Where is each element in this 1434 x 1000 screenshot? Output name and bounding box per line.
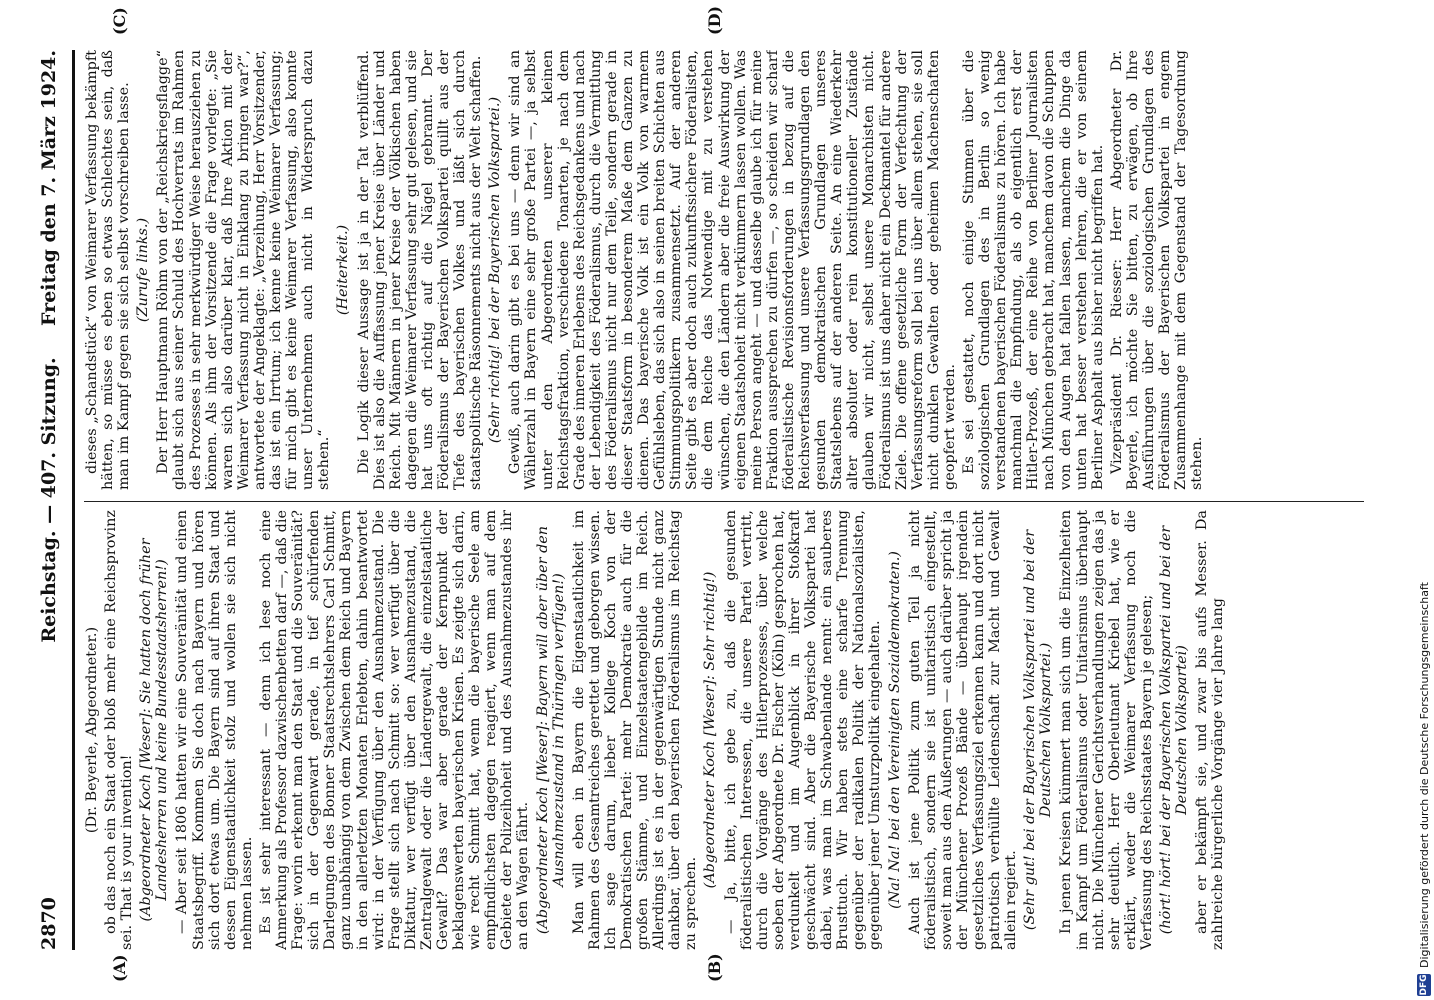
- digitization-footer: [1414, 0, 1434, 1000]
- column-divider: [84, 501, 1364, 502]
- dfg-logo: DFG: [1419, 974, 1429, 996]
- margin-marker-b: (B): [705, 953, 724, 982]
- interjection: (hört! hört! bei der Bayerischen Volkspartei und bei der Deutschen Volkspartei): [1158, 525, 1191, 935]
- paragraph: ob das noch ein Staat oder bloß mehr eine Reichsprovinz sei. That is your invention!: [103, 510, 136, 950]
- interjection: (Abgeordneter Koch [Weser]: Sehr richtig!): [702, 571, 719, 889]
- header-rule: [72, 50, 75, 950]
- paragraph: Man will eben in Bayern die Eigenstaatlichkeit im Rahmen des Gesamtreiches gerettet und geborgen wissen. Ich sage darum, lieber Kollege Koch von der Demokratischen Partei: mehr Demokratie auch für die großen Stämme, und Einzelstaatengebilde im Reich. Allerdings ist es in der gegenwärtigen Stunde nicht ganz dankbar, über den bayerischen Föderalismus im Reichstag zu sprechen.: [570, 510, 700, 950]
- paragraph: — Aber seit 1806 hatten wir eine Souveränität und einen Staatsbegriff. Kommen Sie doch nach Bayern und hören sich dort etwas um. Die Bayern sind auf ihren Staat und dessen Eigenstaatlichkeit stolz und wollen sie sich nicht nehmen lassen.: [174, 510, 255, 950]
- speaker-line: (Dr. Beyerle, Abgeordneter.): [84, 626, 100, 834]
- paragraph: Der Herr Hauptmann Röhm von der „Reichskriegsflagge“ glaubt sich aus seiner Schuld des Hochverrats im Rahmen des Prozesses in sehr merkwürdiger Weise herausziehen zu können. Als ihm der Vorsitzende die Frage vorlegte: „Sie waren sich also darüber klar, daß Ihre Aktion mit der Weimarer Verfassung nicht in Einklang zu bringen war?“, antwortete der Angeklagte: „Verzeihung, Herr Vorsitzender, das ist ein Irrtum; ich kenne keine Weimarer Verfassung; für mich gibt es keine Weimarer Verfassung, also konnte unser Unternehmen auch nicht in Widerspruch dazu stehen.“: [155, 50, 333, 490]
- interjection: (Sehr richtig! bei der Bayerischen Volkspartei.): [487, 96, 504, 444]
- paragraph: Gewiß, auch darin gibt es bei uns — denn wir sind an Wählerzahl in Bayern eine sehr große Partei —, ja selbst unter den Abgeordneten unserer kleinen Reichstagsfraktion, verschiedene Tonarten, je nach dem Grade des inneren Erlebens des Reichsgedankens und nach der Lebendigkeit des Föderalismus, durch die Vermittlung des Föderalismus nicht nur dem Teile, sondern gerade in dieser Staatsform in besonderem Maße dem Ganzen zu dienen. Das bayerische Volk ist ein Volk von warmem Gefühlsleben, das sich also in seinen breiten Schichten aus Stimmungspolitikern zusammensetzt. Auf der anderen Seite gibt es aber doch auch zukunftssichere Föderalisten, die dem Reiche das Notwendige mit zu verstehen wünschen, die den Ländern aber die freie Auswirkung der eigenen Staatshoheit nicht verkümmern lassen wollen. Was meine Person angeht — und dasselbe glaube ich für meine Fraktion aussprechen zu dürfen —, so scheiden wir scharf föderalistische Revisionsforderungen in bezug auf die Reichsverfassung und unsere Verfassungsgrundlagen den gesunden demokratischen Grundlagen unseres Staatslebens auf der anderen Seite. An eine Wiederkehr alter absoluter oder rein konstitutioneller Zustände glauben wir nicht, selbst unsere Monarchisten nicht. Föderalismus ist uns daher nicht ein Deckmantel für andere Ziele. Die offene gesetzliche Form der Verfechtung der Verfassungsreform soll bei uns über allem stehen, sie soll nicht dunklen Gewalten oder geheimen Machenschaften geopfert werden.: [507, 50, 958, 490]
- margin-marker-c: (C): [110, 7, 129, 35]
- page-number: 2870: [38, 897, 60, 950]
- paragraph: Es sei gestattet, noch einige Stimmen über die soziologischen Grundlagen des in Berlin so wenig verstandenen bayerischen Föderalismus zu hören. Ich habe manchmal die Empfindung, als ob eigentlich erst der Hitler-Prozeß, der eine Reihe von Berliner Journalisten nach München gebracht hat, manchem davon die Schuppen von den Augen hat fallen lassen, manchem die Dinge da unten hat besser verstehen lehren, die er von seinem Berliner Asphalt aus bisher nicht begriffen hat.: [960, 50, 1106, 490]
- margin-marker-a: (A): [110, 954, 129, 982]
- page-header: [28, 50, 72, 950]
- interjection: (Heiterkeit.): [335, 224, 352, 316]
- interjection: (Abgeordneter Koch [Weser]: Sie hatten doch früher Landesherren und keine Bundesstaatsherren!): [138, 538, 171, 922]
- session-title: Reichstag. — 407. Sitzung.: [38, 357, 60, 643]
- digitization-credit: Digitalisierung gefördert durch die Deutsche Forschungsgemeinschaft: [1417, 582, 1431, 968]
- paragraph: Es ist sehr interessant — denn ich lese noch eine Anmerkung als Professor dazwischenbetten darf —, daß die Frage: worin erkennt man den Staat und die Souveränität? sich in der Gegenwart gerade, in tief schürfenden Darlegungen des Bonner Staatsrechtslehrers Carl Schmitt, ganz unabhängig von dem Zwischen dem Reich und Bayern in den allerletzten Monaten Erlebten, dahin beantwortet wird: in der Verfügung über den Ausnahmezustand. Die Frage stellt sich nach Schmitt so: wer verfügt über die Diktatur, wer verfügt über den Ausnahmezustand, die Zentralgewalt oder die Ländergewalt, die einzelstaatliche Gewalt? Das war aber gerade der Kernpunkt der beklagenswerten bayerischen Krisen. Es zeigte sich darin, wie recht Schmitt hat, wenn die bayerische Seele am empfindlichsten dagegen reagiert, wenn man auf dem Gebiete der Polizeihoheit und des Ausnahmezustandes ihr an den Wagen fährt.: [257, 510, 532, 950]
- margin-marker-d: (D): [705, 5, 724, 35]
- paragraph: — Ja, bitte, ich gebe zu, daß die gesunden föderalistischen Interessen, die unsere Partei vertritt, durch die Vorgänge des Hitlerprozesses, über welche soeben der Abgeordnete Dr. Fischer (Köln) gesprochen hat, verdunkelt und im Augenblick in ihrer Stoßkraft geschwächt sind. Aber die Bayerische Volkspartei hat dabei, was man im Schwabenlande nennt: ein sauberes Brusttuch. Wir haben stets eine scharfe Trennung gegenüber der radikalen Politik der Nationalsozialisten, gegenüber jener Umsturzpolitik eingehalten.: [722, 510, 884, 950]
- paragraph: In jenen Kreisen kümmert man sich um die Einzelheiten im Kampf um Föderalismus oder Unitarismus überhaupt nicht. Die Münchener Gerichtsverhandlungen zeigen das ja sehr deutlich. Herr Oberleutnant Kriebel hat, wie er erklärt, weder die Weimarer Verfassung noch die Verfassung des Reichsstaates Bayern je gelesen;: [1058, 510, 1155, 950]
- paragraph: Die Logik dieser Aussage ist ja in der Tat verblüffend. Dies ist also die Auffassung jener Kreise über Länder und Reich. Mit Männern in jener Kreise der Völkischen haben dagegen die Weimarer Verfassung sehr gut gelesen, und sie hat uns oft richtig auf die Nägel gebrannt. Der Föderalismus der Bayerischen Volkspartei quillt aus der Tiefe des bayerischen Volkes und läßt sich durch staatspolitische Räsonnements nicht aus der Welt schaffen.: [355, 50, 485, 490]
- interjection: (Sehr gut! bei der Bayerischen Volkspartei und bei der Deutschen Volkspartei.): [1022, 529, 1055, 931]
- session-date: Freitag den 7. März 1924.: [38, 50, 60, 326]
- paragraph: dieses „Schandstück“ von Weimarer Verfassung bekämpft hätten, so müsse es eben so etwas Schlechtes sein, daß man im Kampf gegen sie sich selbst vorschreiben lasse.: [84, 50, 133, 490]
- paragraph: Auch ist jene Politik zum guten Teil ja nicht föderalistisch, sondern sie ist unitaristisch eingestellt, soweit man aus den Äußerungen — auch darüber spricht ja der Münchener Prozeß Bände — überhaupt irgendein gesetzliches Verfassungsziel erkennen kann und dort nicht patriotisch verhüllte Leidenschaft zur Macht und Gewalt allein regiert.: [906, 510, 1020, 950]
- left-text-column: [84, 510, 1364, 950]
- right-text-column: [84, 50, 1364, 490]
- paragraph: Vizepräsident Dr. Riesser: Herr Abgeordneter Dr. Beyerle, ich möchte Sie bitten, zu erwägen, ob Ihre Ausführungen über die soziologischen Grundlagen des Föderalismus der Bayerischen Volkspartei in engem Zusammenhange mit dem Gegenstand der Tagesordnung stehen.: [1108, 50, 1206, 490]
- paragraph: aber er bekämpft sie, und zwar bis aufs Messer. Da zahlreiche bürgerliche Vorgänge vier Jahre lang: [1194, 510, 1227, 950]
- interjection: (Abgeordneter Koch [Weser]: Bayern will aber über den Ausnahmezustand in Thüringen verfügen!): [534, 525, 567, 935]
- interjection: (Zurufe links.): [135, 217, 152, 323]
- interjection: (Na! Na! bei den Vereinigten Sozialdemokraten.): [886, 551, 903, 909]
